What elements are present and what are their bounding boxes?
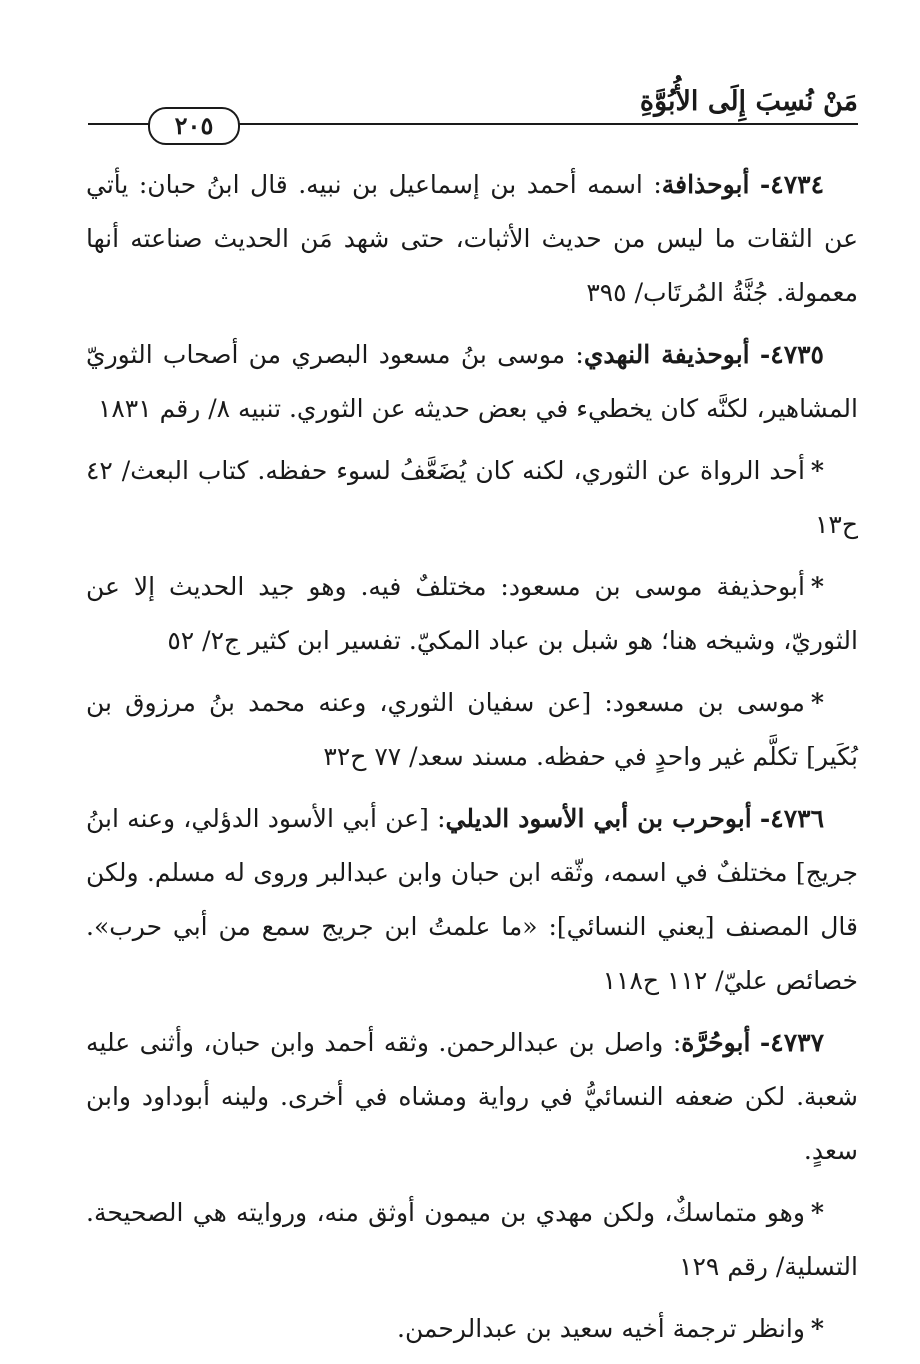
entry-name: أبوحذيفة النهدي [583,340,750,369]
entry-note [86,676,858,784]
entry-text: : واصل بن عبدالرحمن. وثقه أحمد وابن حبان، وأثنى عليه شعبة. لكن ضعفه النسائيُّ في رواية ومشاه في أخرى. ولينه أبوداود وابن سعدٍ. [86,1028,858,1165]
note-marker: * [810,456,824,485]
entry-4736 [86,792,858,1008]
page-content [86,158,858,1364]
entry-name: أبوحذافة [661,170,750,199]
note-text: موسى بن مسعود: [عن سفيان الثوري، وعنه محمد بنُ مرزوق بن بُكَير] تكلَّم غير واحدٍ في حفظه. مسند سعد/ ٧٧ ح٣٢ [86,688,858,771]
entry-4734 [86,158,858,320]
entry-4735 [86,328,858,436]
entry-note [86,1186,858,1294]
entry-name: أبوحرب بن أبي الأسود الديلي [445,804,752,833]
note-marker: * [810,1314,824,1343]
note-marker: * [810,572,824,601]
note-marker: * [810,1198,824,1227]
entry-number: ٤٧٣٦- [759,804,824,833]
entry-4737 [86,1016,858,1178]
entry-text: : [عن أبي الأسود الدؤلي، وعنه ابنُ جريج] مختلفٌ في اسمه، وثّقه ابن حبان وابن عبدالبر وروى له مسلم. ولكن قال المصنف [يعني النسائي]: «ما علمتُ ابن جريج سمع من أبي حرب». خصائص عليّ/ ١١٢ ح١١٨ [86,804,858,995]
page-number: ٢٠٥ [148,107,240,145]
entry-note [86,444,858,552]
entry-note [86,560,858,668]
note-text: وهو متماسكٌ، ولكن مهدي بن ميمون أوثق منه، وروايته هي الصحيحة. التسلية/ رقم ١٢٩ [86,1198,858,1281]
page-header [88,78,858,138]
entry-number: ٤٧٣٧- [759,1028,824,1057]
note-text: أبوحذيفة موسى بن مسعود: مختلفٌ فيه. وهو جيد الحديث إلا عن الثوريّ، وشيخه هنا؛ هو شبل بن عباد المكيّ. تفسير ابن كثير ج٢/ ٥٢ [86,572,858,655]
entry-name: أبوحُرَّة [681,1028,751,1057]
entry-text: : اسمه أحمد بن إسماعيل بن نبيه. قال ابنُ حبان: يأتي عن الثقات ما ليس من حديث الأثبات، حتى شهد مَن الحديث صناعته أنها معمولة. جُنَّةُ المُرتَاب/ ٣٩٥ [86,170,858,307]
note-text: أحد الرواة عن الثوري، لكنه كان يُضَعَّفُ لسوء حفظه. كتاب البعث/ ٤٢ ح١٣ [86,456,858,539]
entry-text: : موسى بنُ مسعود البصري من أصحاب الثوريّ المشاهير، لكنَّه كان يخطيء في بعض حديثه عن الثوري. تنبيه ٨/ رقم ١٨٣١ [86,340,858,423]
entry-number: ٤٧٣٤- [759,170,825,199]
entry-note [86,1302,858,1356]
running-head: مَنْ نُسِبَ إِلَى الأُبُوَّةِ [639,86,858,117]
note-text: وانظر ترجمة أخيه سعيد بن عبدالرحمن. [397,1314,805,1343]
note-marker: * [810,688,824,717]
entry-number: ٤٧٣٥- [759,340,824,369]
